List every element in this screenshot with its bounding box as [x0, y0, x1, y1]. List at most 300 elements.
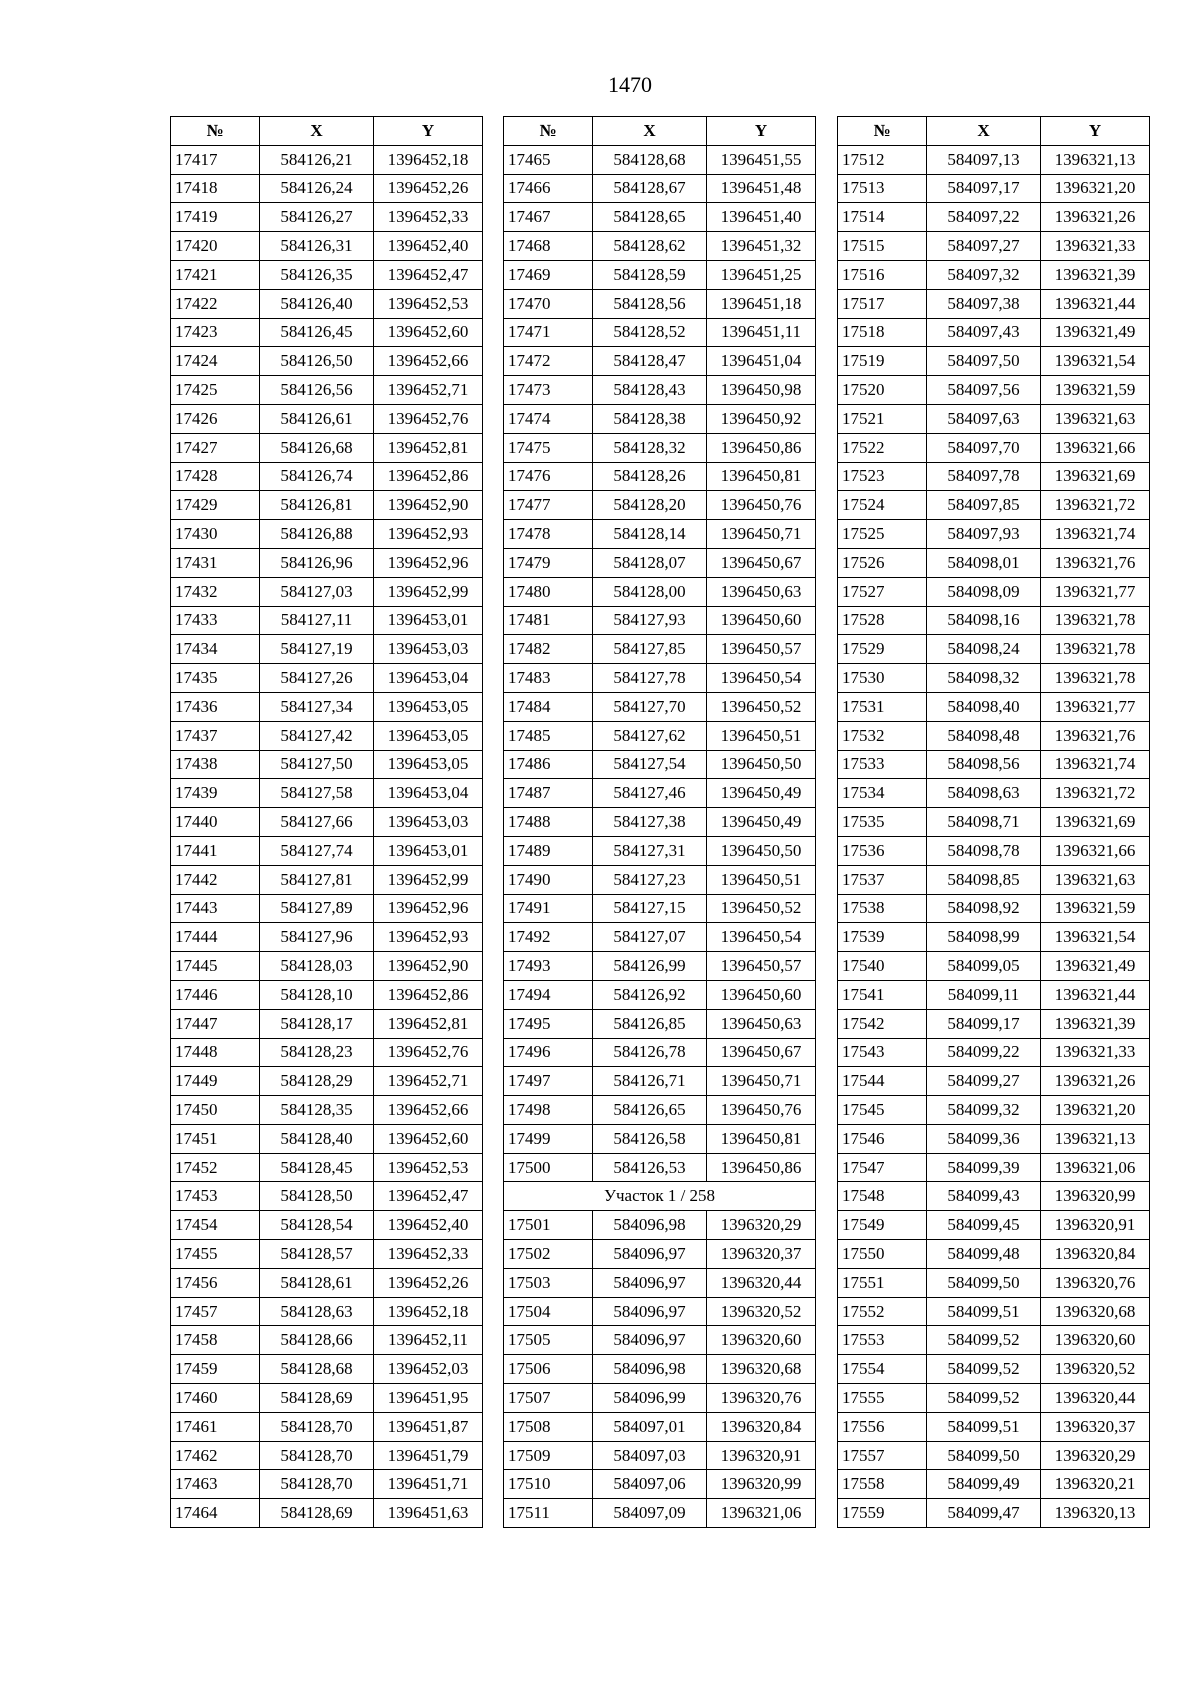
y-coordinate: 1396320,68	[1041, 1297, 1150, 1326]
point-number: 17499	[504, 1124, 593, 1153]
table-row	[504, 923, 816, 952]
point-number: 17530	[838, 664, 927, 693]
y-coordinate: 1396451,40	[707, 203, 816, 232]
point-number: 17421	[171, 260, 260, 289]
x-coordinate: 584127,54	[593, 750, 707, 779]
x-coordinate: 584126,74	[260, 462, 374, 491]
point-number: 17443	[171, 894, 260, 923]
y-coordinate: 1396452,18	[374, 1297, 483, 1326]
x-coordinate: 584098,92	[927, 894, 1041, 923]
table-row	[171, 664, 483, 693]
x-coordinate: 584099,49	[927, 1470, 1041, 1499]
table-row	[504, 664, 816, 693]
point-number: 17424	[171, 347, 260, 376]
table-row	[171, 145, 483, 174]
x-coordinate: 584128,03	[260, 952, 374, 981]
x-coordinate: 584126,81	[260, 491, 374, 520]
x-coordinate: 584126,50	[260, 347, 374, 376]
x-coordinate: 584128,17	[260, 1009, 374, 1038]
y-coordinate: 1396450,63	[707, 577, 816, 606]
x-coordinate: 584128,40	[260, 1124, 374, 1153]
table-header-row	[171, 117, 483, 146]
point-number: 17459	[171, 1355, 260, 1384]
table-row	[504, 1470, 816, 1499]
x-coordinate: 584096,98	[593, 1211, 707, 1240]
point-number: 17536	[838, 836, 927, 865]
point-number: 17484	[504, 692, 593, 721]
table-row	[838, 1067, 1150, 1096]
table-row	[171, 952, 483, 981]
point-number: 17555	[838, 1384, 927, 1413]
point-number: 17456	[171, 1268, 260, 1297]
table-row	[838, 721, 1150, 750]
y-coordinate: 1396450,92	[707, 404, 816, 433]
y-coordinate: 1396450,54	[707, 923, 816, 952]
x-coordinate: 584128,67	[593, 174, 707, 203]
point-number: 17515	[838, 232, 927, 261]
y-coordinate: 1396452,11	[374, 1326, 483, 1355]
table-row	[171, 1009, 483, 1038]
x-coordinate: 584098,85	[927, 865, 1041, 894]
x-coordinate: 584097,70	[927, 433, 1041, 462]
point-number: 17465	[504, 145, 593, 174]
x-coordinate: 584097,06	[593, 1470, 707, 1499]
x-coordinate: 584128,00	[593, 577, 707, 606]
x-coordinate: 584127,19	[260, 635, 374, 664]
table-row	[171, 865, 483, 894]
x-coordinate: 584127,89	[260, 894, 374, 923]
table-row	[504, 347, 816, 376]
y-coordinate: 1396321,69	[1041, 462, 1150, 491]
point-number: 17505	[504, 1326, 593, 1355]
point-number: 17538	[838, 894, 927, 923]
x-coordinate: 584099,17	[927, 1009, 1041, 1038]
point-number: 17417	[171, 145, 260, 174]
x-coordinate: 584128,70	[260, 1412, 374, 1441]
x-coordinate: 584126,92	[593, 980, 707, 1009]
point-number: 17454	[171, 1211, 260, 1240]
point-number: 17476	[504, 462, 593, 491]
x-coordinate: 584098,99	[927, 923, 1041, 952]
y-coordinate: 1396452,26	[374, 1268, 483, 1297]
y-coordinate: 1396321,78	[1041, 635, 1150, 664]
y-coordinate: 1396321,44	[1041, 289, 1150, 318]
y-coordinate: 1396450,49	[707, 808, 816, 837]
x-coordinate: 584128,38	[593, 404, 707, 433]
coordinates-table-3	[837, 116, 1150, 1528]
y-coordinate: 1396320,44	[707, 1268, 816, 1297]
table-row	[504, 1412, 816, 1441]
table-row	[504, 404, 816, 433]
table-row	[171, 1297, 483, 1326]
table-row	[838, 1268, 1150, 1297]
point-number: 17557	[838, 1441, 927, 1470]
table-row	[504, 260, 816, 289]
table-row	[838, 1096, 1150, 1125]
x-coordinate: 584126,58	[593, 1124, 707, 1153]
table-row	[171, 203, 483, 232]
x-coordinate: 584098,40	[927, 692, 1041, 721]
x-coordinate: 584096,97	[593, 1268, 707, 1297]
point-number: 17451	[171, 1124, 260, 1153]
x-coordinate: 584128,59	[593, 260, 707, 289]
y-coordinate: 1396451,95	[374, 1384, 483, 1413]
table-row	[171, 289, 483, 318]
table-row	[504, 606, 816, 635]
y-coordinate: 1396450,52	[707, 894, 816, 923]
table-row	[171, 1038, 483, 1067]
y-coordinate: 1396450,86	[707, 433, 816, 462]
table-row	[171, 1153, 483, 1182]
table-row	[838, 232, 1150, 261]
x-coordinate: 584099,50	[927, 1441, 1041, 1470]
y-coordinate: 1396450,67	[707, 548, 816, 577]
point-number: 17550	[838, 1240, 927, 1269]
point-number: 17437	[171, 721, 260, 750]
y-coordinate: 1396452,86	[374, 462, 483, 491]
x-coordinate: 584127,07	[593, 923, 707, 952]
point-number: 17524	[838, 491, 927, 520]
point-number: 17418	[171, 174, 260, 203]
table-row	[838, 1441, 1150, 1470]
table-row	[504, 1240, 816, 1269]
y-coordinate: 1396321,06	[707, 1499, 816, 1528]
table-row	[504, 721, 816, 750]
y-coordinate: 1396321,59	[1041, 376, 1150, 405]
y-coordinate: 1396452,47	[374, 260, 483, 289]
y-coordinate: 1396320,29	[1041, 1441, 1150, 1470]
table-row	[171, 1384, 483, 1413]
x-coordinate: 584128,62	[593, 232, 707, 261]
point-number: 17439	[171, 779, 260, 808]
point-number: 17522	[838, 433, 927, 462]
x-coordinate: 584128,32	[593, 433, 707, 462]
point-number: 17466	[504, 174, 593, 203]
y-coordinate: 1396450,67	[707, 1038, 816, 1067]
y-coordinate: 1396321,54	[1041, 347, 1150, 376]
x-coordinate: 584098,16	[927, 606, 1041, 635]
x-coordinate: 584099,48	[927, 1240, 1041, 1269]
table-row	[504, 289, 816, 318]
y-coordinate: 1396451,25	[707, 260, 816, 289]
page-number: 1470	[608, 72, 652, 97]
point-number: 17488	[504, 808, 593, 837]
table-row	[504, 1326, 816, 1355]
point-number: 17503	[504, 1268, 593, 1297]
table-row	[838, 491, 1150, 520]
point-number: 17441	[171, 836, 260, 865]
x-coordinate: 584128,68	[260, 1355, 374, 1384]
point-number: 17480	[504, 577, 593, 606]
table-row	[504, 865, 816, 894]
table-header-row	[504, 117, 816, 146]
table-row	[504, 894, 816, 923]
table-row	[504, 692, 816, 721]
table-row	[838, 808, 1150, 837]
point-number: 17485	[504, 721, 593, 750]
point-number: 17531	[838, 692, 927, 721]
table-row	[171, 923, 483, 952]
x-coordinate: 584128,43	[593, 376, 707, 405]
point-number: 17475	[504, 433, 593, 462]
table-row	[838, 404, 1150, 433]
table-row	[504, 1211, 816, 1240]
x-coordinate: 584128,10	[260, 980, 374, 1009]
y-coordinate: 1396453,01	[374, 836, 483, 865]
y-coordinate: 1396452,18	[374, 145, 483, 174]
table-row	[171, 836, 483, 865]
table-row	[838, 289, 1150, 318]
table-row	[171, 779, 483, 808]
y-coordinate: 1396321,44	[1041, 980, 1150, 1009]
table-row	[171, 721, 483, 750]
x-coordinate: 584127,50	[260, 750, 374, 779]
table-row	[171, 980, 483, 1009]
y-coordinate: 1396452,71	[374, 1067, 483, 1096]
x-coordinate: 584128,20	[593, 491, 707, 520]
y-coordinate: 1396450,49	[707, 779, 816, 808]
y-coordinate: 1396452,47	[374, 1182, 483, 1211]
y-coordinate: 1396321,76	[1041, 548, 1150, 577]
y-coordinate: 1396450,98	[707, 376, 816, 405]
point-number: 17517	[838, 289, 927, 318]
x-coordinate: 584099,43	[927, 1182, 1041, 1211]
coordinates-table-2	[503, 116, 816, 1528]
table-row	[838, 174, 1150, 203]
table-row	[504, 491, 816, 520]
x-coordinate: 584128,14	[593, 520, 707, 549]
table-row	[838, 980, 1150, 1009]
y-coordinate: 1396321,63	[1041, 404, 1150, 433]
y-coordinate: 1396450,81	[707, 1124, 816, 1153]
x-coordinate: 584127,26	[260, 664, 374, 693]
point-number: 17552	[838, 1297, 927, 1326]
table-row	[838, 318, 1150, 347]
x-coordinate: 584098,48	[927, 721, 1041, 750]
table-row	[171, 635, 483, 664]
y-coordinate: 1396453,05	[374, 692, 483, 721]
table-row	[171, 606, 483, 635]
y-coordinate: 1396320,99	[1041, 1182, 1150, 1211]
y-coordinate: 1396452,76	[374, 1038, 483, 1067]
point-number: 17446	[171, 980, 260, 1009]
x-coordinate: 584127,58	[260, 779, 374, 808]
table-row	[171, 692, 483, 721]
x-coordinate: 584097,78	[927, 462, 1041, 491]
x-coordinate: 584097,38	[927, 289, 1041, 318]
x-coordinate: 584128,47	[593, 347, 707, 376]
point-number: 17551	[838, 1268, 927, 1297]
y-coordinate: 1396320,76	[1041, 1268, 1150, 1297]
point-number: 17540	[838, 952, 927, 981]
point-number: 17535	[838, 808, 927, 837]
y-coordinate: 1396320,91	[707, 1441, 816, 1470]
x-coordinate: 584127,96	[260, 923, 374, 952]
x-coordinate: 584126,56	[260, 376, 374, 405]
y-coordinate: 1396450,50	[707, 836, 816, 865]
y-coordinate: 1396321,76	[1041, 721, 1150, 750]
y-coordinate: 1396321,77	[1041, 577, 1150, 606]
y-coordinate: 1396321,39	[1041, 260, 1150, 289]
point-number: 17440	[171, 808, 260, 837]
point-number: 17433	[171, 606, 260, 635]
y-coordinate: 1396320,37	[707, 1240, 816, 1269]
point-number: 17425	[171, 376, 260, 405]
table-row	[838, 635, 1150, 664]
x-coordinate: 584126,96	[260, 548, 374, 577]
y-coordinate: 1396452,40	[374, 232, 483, 261]
x-coordinate: 584126,65	[593, 1096, 707, 1125]
x-coordinate: 584126,85	[593, 1009, 707, 1038]
x-coordinate: 584099,05	[927, 952, 1041, 981]
point-number: 17537	[838, 865, 927, 894]
y-coordinate: 1396450,63	[707, 1009, 816, 1038]
x-coordinate: 584126,78	[593, 1038, 707, 1067]
header-x: X	[927, 117, 1041, 146]
header-x: X	[593, 117, 707, 146]
y-coordinate: 1396321,06	[1041, 1153, 1150, 1182]
y-coordinate: 1396452,53	[374, 1153, 483, 1182]
y-coordinate: 1396453,04	[374, 779, 483, 808]
x-coordinate: 584098,78	[927, 836, 1041, 865]
x-coordinate: 584126,35	[260, 260, 374, 289]
x-coordinate: 584098,01	[927, 548, 1041, 577]
table-row	[504, 577, 816, 606]
point-number: 17464	[171, 1499, 260, 1528]
point-number: 17458	[171, 1326, 260, 1355]
y-coordinate: 1396321,74	[1041, 520, 1150, 549]
table-row	[504, 1096, 816, 1125]
point-number: 17498	[504, 1096, 593, 1125]
y-coordinate: 1396450,76	[707, 491, 816, 520]
x-coordinate: 584128,68	[593, 145, 707, 174]
point-number: 17449	[171, 1067, 260, 1096]
y-coordinate: 1396452,90	[374, 952, 483, 981]
point-number: 17473	[504, 376, 593, 405]
x-coordinate: 584126,61	[260, 404, 374, 433]
x-coordinate: 584126,99	[593, 952, 707, 981]
y-coordinate: 1396452,33	[374, 203, 483, 232]
x-coordinate: 584098,63	[927, 779, 1041, 808]
point-number: 17430	[171, 520, 260, 549]
table-row	[171, 174, 483, 203]
y-coordinate: 1396451,79	[374, 1441, 483, 1470]
x-coordinate: 584097,93	[927, 520, 1041, 549]
table-row	[171, 750, 483, 779]
x-coordinate: 584097,32	[927, 260, 1041, 289]
x-coordinate: 584099,32	[927, 1096, 1041, 1125]
header-number: №	[504, 117, 593, 146]
header-y: Y	[374, 117, 483, 146]
point-number: 17510	[504, 1470, 593, 1499]
table-row	[171, 433, 483, 462]
table-row	[504, 1153, 816, 1182]
x-coordinate: 584097,09	[593, 1499, 707, 1528]
table-row	[838, 1009, 1150, 1038]
x-coordinate: 584126,24	[260, 174, 374, 203]
y-coordinate: 1396451,18	[707, 289, 816, 318]
section-label: Участок 1 / 258	[504, 1182, 816, 1211]
y-coordinate: 1396450,50	[707, 750, 816, 779]
point-number: 17427	[171, 433, 260, 462]
table-row	[504, 174, 816, 203]
point-number: 17450	[171, 1096, 260, 1125]
table-row	[838, 750, 1150, 779]
y-coordinate: 1396452,81	[374, 1009, 483, 1038]
y-coordinate: 1396321,54	[1041, 923, 1150, 952]
y-coordinate: 1396452,60	[374, 1124, 483, 1153]
point-number: 17435	[171, 664, 260, 693]
point-number: 17462	[171, 1441, 260, 1470]
table-row	[504, 1268, 816, 1297]
point-number: 17471	[504, 318, 593, 347]
point-number: 17508	[504, 1412, 593, 1441]
x-coordinate: 584128,57	[260, 1240, 374, 1269]
y-coordinate: 1396320,29	[707, 1211, 816, 1240]
table-row	[171, 491, 483, 520]
point-number: 17472	[504, 347, 593, 376]
x-coordinate: 584128,56	[593, 289, 707, 318]
y-coordinate: 1396321,20	[1041, 1096, 1150, 1125]
point-number: 17547	[838, 1153, 927, 1182]
point-number: 17527	[838, 577, 927, 606]
table-row	[504, 836, 816, 865]
table-row	[504, 548, 816, 577]
y-coordinate: 1396320,60	[1041, 1326, 1150, 1355]
y-coordinate: 1396450,51	[707, 721, 816, 750]
point-number: 17494	[504, 980, 593, 1009]
y-coordinate: 1396321,74	[1041, 750, 1150, 779]
y-coordinate: 1396320,60	[707, 1326, 816, 1355]
table-row	[504, 462, 816, 491]
x-coordinate: 584096,97	[593, 1240, 707, 1269]
y-coordinate: 1396321,33	[1041, 1038, 1150, 1067]
table-row	[504, 203, 816, 232]
point-number: 17429	[171, 491, 260, 520]
x-coordinate: 584127,31	[593, 836, 707, 865]
y-coordinate: 1396452,66	[374, 1096, 483, 1125]
y-coordinate: 1396321,20	[1041, 174, 1150, 203]
point-number: 17495	[504, 1009, 593, 1038]
y-coordinate: 1396453,05	[374, 750, 483, 779]
y-coordinate: 1396321,39	[1041, 1009, 1150, 1038]
x-coordinate: 584099,52	[927, 1355, 1041, 1384]
y-coordinate: 1396320,84	[707, 1412, 816, 1441]
point-number: 17422	[171, 289, 260, 318]
table-row	[504, 1384, 816, 1413]
table-row	[838, 836, 1150, 865]
y-coordinate: 1396452,96	[374, 894, 483, 923]
x-coordinate: 584098,32	[927, 664, 1041, 693]
table-row	[838, 520, 1150, 549]
x-coordinate: 584127,38	[593, 808, 707, 837]
table-row	[171, 894, 483, 923]
x-coordinate: 584096,98	[593, 1355, 707, 1384]
x-coordinate: 584097,13	[927, 145, 1041, 174]
point-number: 17426	[171, 404, 260, 433]
table-row	[838, 952, 1150, 981]
point-number: 17478	[504, 520, 593, 549]
table-row	[171, 1441, 483, 1470]
point-number: 17479	[504, 548, 593, 577]
table-row	[171, 376, 483, 405]
y-coordinate: 1396452,93	[374, 520, 483, 549]
point-number: 17477	[504, 491, 593, 520]
point-number: 17489	[504, 836, 593, 865]
point-number: 17457	[171, 1297, 260, 1326]
table-row	[838, 1355, 1150, 1384]
y-coordinate: 1396450,51	[707, 865, 816, 894]
